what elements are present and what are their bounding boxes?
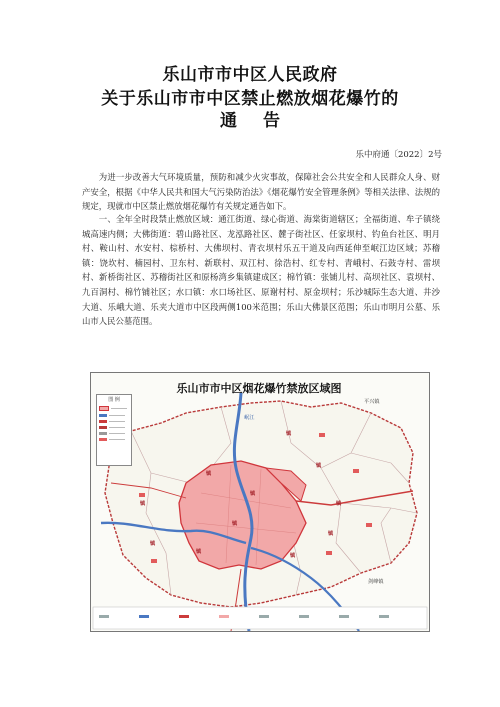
map-label-minjiang: 岷江 — [244, 415, 255, 421]
map-label-town-11: 镇 — [250, 491, 256, 497]
intro-paragraph: 为进一步改善大气环境质量，预防和减少火灾事故，保障社会公共安全和人民群众人身、财产安全，根据《中华人民共和国大气污染防治法》《烟花爆竹安全管理条例》等相关法律、法规的规定，现就市中区禁止燃放烟花爆竹有关规定通告如下。 — [82, 172, 440, 212]
legend-row — [99, 420, 129, 423]
map-label-town-5: 镇 — [290, 553, 296, 559]
legend-row — [99, 438, 129, 441]
map-label-town-9: 镇 — [232, 521, 238, 527]
map-label-pingxing: 平兴镇 — [364, 399, 380, 405]
map-label-town-10: 镇 — [196, 549, 202, 555]
map-label-town-4: 镇 — [328, 531, 334, 537]
map-label-town-3: 镇 — [336, 501, 342, 507]
map-title: 乐山市市中区烟花爆竹禁放区域图 — [176, 382, 342, 395]
zone-paragraph: 一、全年全时段禁止燃放区域：通江街道、绿心街道、海棠街道辖区；全福街道、牟子镇绕城高速内侧；大佛街道：碧山路社区、龙泓路社区、麓子街社区、任家坝村、钓鱼台社区、明月村、鞍山村、水安村、棕桥村、大佛坝村、青衣坝村乐五干道及向西延伸至岷江边区域；苏稽镇：饶坎村、楠园村、卫东村、新联村、双江村、徐浩村、红专村、青峨村、石鼓寺村、雷坝村、新桥街社区、苏稽街社区和原杨湾乡集镇建成区；棉竹镇：张铺儿村、高坝社区、袁坝村、九百洞村、棉竹铺社区；水口镇：水口场社区、原谢村村、原金坝村；乐沙城际生态大道、井沙大道、乐峨大道、乐夹大道市中区段两侧100米范围；乐山大佛景区范围；乐山市明月公墓、乐山市人民公墓范围。 — [82, 214, 440, 327]
document-number: 乐中府通〔2022〕2号 — [355, 150, 442, 160]
doc-title-line2: 关于乐山市市中区禁止燃放烟花爆竹的 — [101, 89, 399, 109]
map-legend — [96, 394, 132, 466]
map-label-town-1: 镇 — [286, 431, 292, 437]
map-label-town-6: 镇 — [150, 541, 156, 547]
map-label-jianfeng: 剑峰镇 — [368, 579, 384, 585]
legend-title: 图 例 — [108, 397, 120, 403]
map-label-town-7: 镇 — [140, 501, 146, 507]
legend-row — [99, 432, 129, 435]
legend-row — [99, 414, 129, 417]
doc-title-line3: 通告 — [220, 111, 306, 131]
map-label-town-2: 镇 — [316, 463, 322, 469]
map-label-town-8: 镇 — [206, 471, 212, 477]
legend-row — [99, 406, 129, 411]
doc-title-line1: 乐山市市中区人民政府 — [162, 65, 338, 85]
legend-row — [99, 426, 129, 429]
